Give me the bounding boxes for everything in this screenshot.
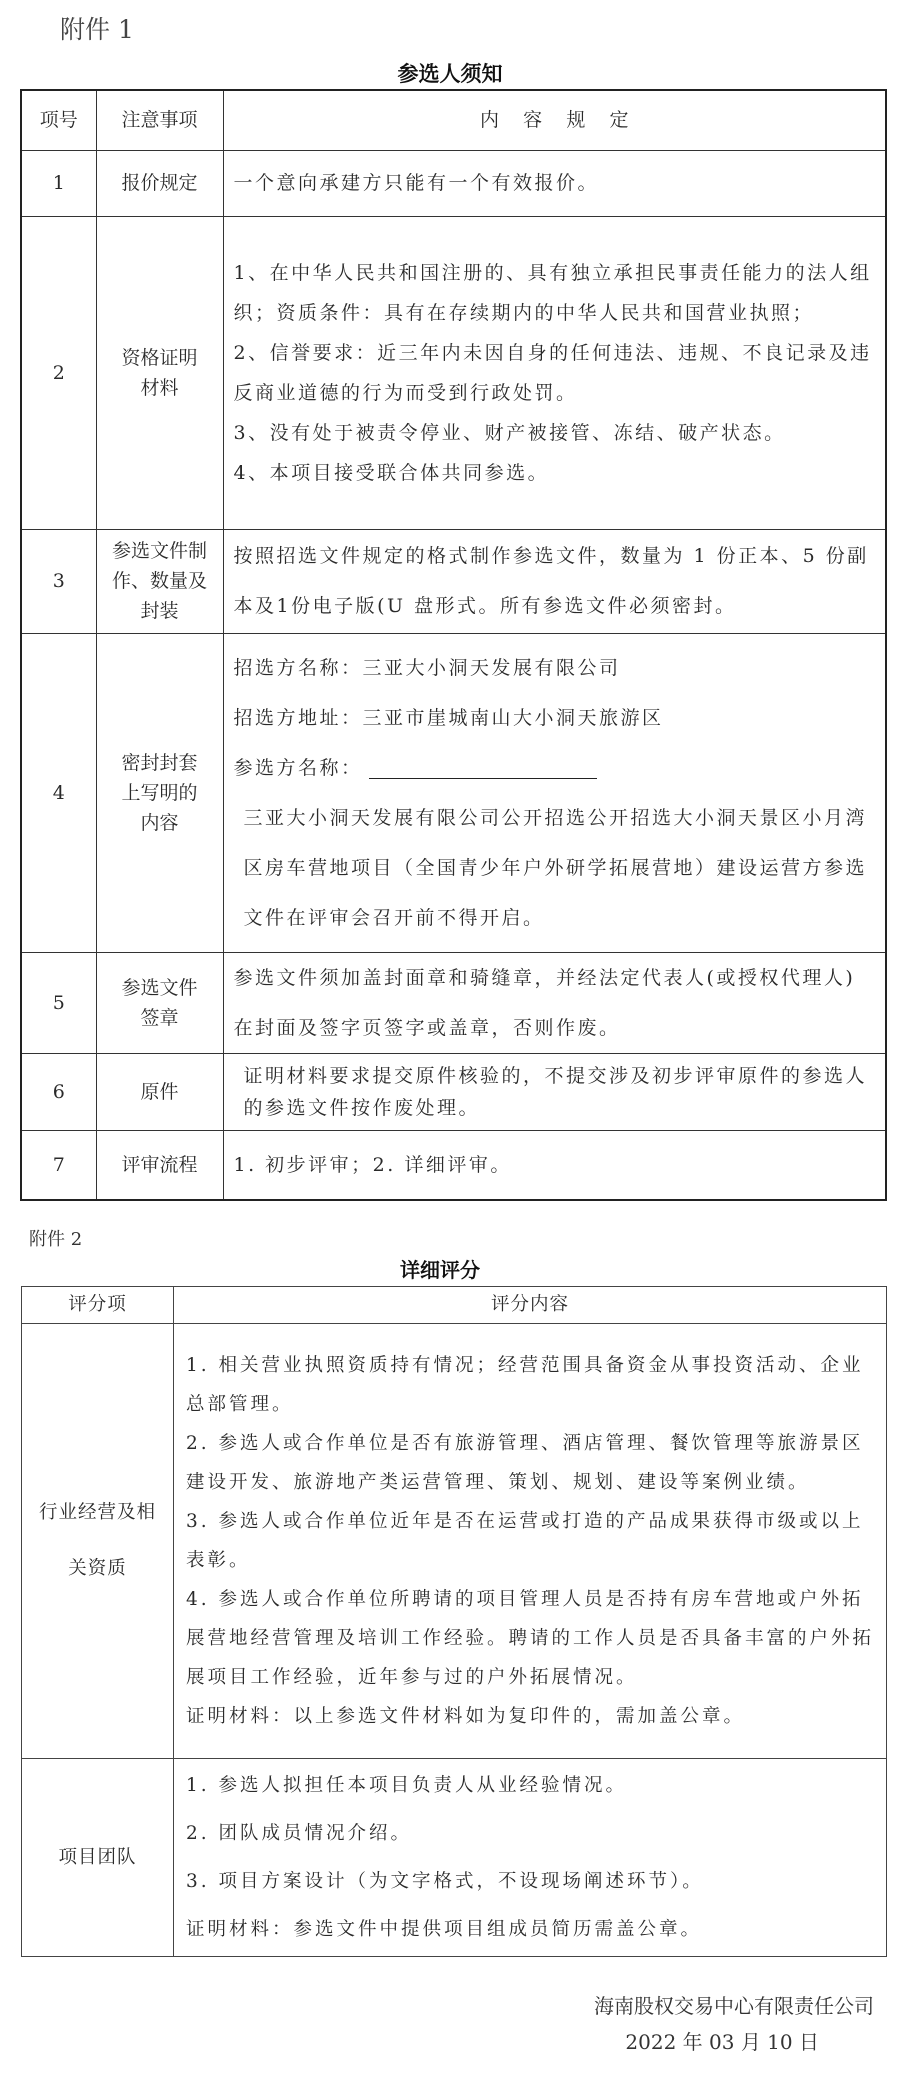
header-no: 项号 [21,90,96,150]
detailed-scoring-table [21,1286,887,1957]
table-row [21,633,886,952]
table-header-row [21,90,886,150]
content-line: 证明材料：以上参选文件材料如为复印件的，需加盖公章。 [186,1706,746,1727]
row-item: 密封封套上写明的内容 [96,633,223,952]
row-no: 3 [21,529,96,633]
header-content: 评分内容 [174,1287,887,1324]
notice-title: 参选人须知 [397,61,503,86]
row-no: 7 [21,1130,96,1200]
content-line: 1. 相关营业执照资质持有情况；经营范围具备资金从事投资活动、企业总部管理。 [186,1355,864,1415]
row-no: 2 [21,216,96,529]
issue-date: 2022 年 03 月 10 日 [625,2030,819,2054]
row-content [174,1759,887,1957]
row-item: 评审流程 [96,1130,223,1200]
row-content: 证明材料要求提交原件核验的，不提交涉及初步评审原件的参选人的参选文件按作废处理。 [223,1053,886,1130]
issuer-company: 海南股权交易中心有限责任公司 [594,1994,874,2018]
content-line: 4. 参选人或合作单位所聘请的项目管理人员是否持有房车营地或户外拓展营地经营管理及培训工作经验。聘请的工作人员是否具备丰富的户外拓展项目工作经验，近年参与过的户外拓展情况。 [186,1589,875,1688]
table-row [21,952,886,1053]
row-item: 行业经营及相关资质 [22,1324,174,1759]
row-content [223,633,886,952]
row-content: 按照招选文件规定的格式制作参选文件，数量为 1 份正本、5 份副本及1份电子版(U 盘形式。所有参选文件必须密封。 [223,529,886,633]
content-line: 3. 参选人或合作单位近年是否在运营或打造的产品成果获得市级或以上表彰。 [186,1511,864,1571]
row-no: 4 [21,633,96,952]
header-item: 注意事项 [96,90,223,150]
attachment-2-label: 附件 2 [29,1229,83,1250]
row-item: 原件 [96,1053,223,1130]
row-content: 1. 初步评审；2. 详细评审。 [223,1130,886,1200]
row-item: 资格证明材料 [96,216,223,529]
row-no: 1 [21,150,96,216]
table-row [21,1130,886,1200]
content-line: 2. 参选人或合作单位是否有旅游管理、酒店管理、餐饮管理等旅游景区建设开发、旅游地产类运营管理、策划、规划、建设等案例业绩。 [186,1433,864,1493]
table-row [21,1053,886,1130]
row-content: 一个意向承建方只能有一个有效报价。 [223,150,886,216]
participant-notice-table [20,89,887,1201]
scoring-title: 详细评分 [400,1258,480,1282]
row-content [174,1324,887,1759]
row-no: 6 [21,1053,96,1130]
content-line: 3. 项目方案设计（为文字格式，不设现场阐述环节）。 [186,1870,704,1892]
content-line: 招选方名称：三亚大小洞天发展有限公司 [233,656,621,679]
header-content: 内 容 规 定 [223,90,886,150]
table-row [22,1324,887,1759]
header-item: 评分项 [22,1287,174,1324]
content-line: 三亚大小洞天发展有限公司公开招选公开招选大小洞天景区小月湾区房车营地项目（全国青少年户外研学拓展营地）建设运营方参选文件在评审会召开前不得开启。 [243,806,868,929]
table-row [21,529,886,633]
row-item: 参选文件签章 [96,952,223,1053]
attachment-1-label: 附件 1 [60,15,134,44]
content-line: 招选方地址：三亚市崖城南山大小洞天旅游区 [233,706,664,729]
content-line: 3、没有处于被责令停业、财产被接管、冻结、破产状态。 [233,421,786,444]
row-content: 参选文件须加盖封面章和骑缝章，并经法定代表人(或授权代理人)在封面及签字页签字或盖章，否则作废。 [223,952,886,1053]
content-line: 2. 团队成员情况介绍。 [186,1822,413,1844]
table-row [22,1759,887,1957]
table-header-row [22,1287,887,1324]
content-line: 2、信誉要求：近三年内未因自身的任何违法、违规、不良记录及违反商业道德的行为而受到行政处罚。 [233,341,872,404]
row-item: 参选文件制作、数量及封装 [96,529,223,633]
row-no: 5 [21,952,96,1053]
table-row [21,150,886,216]
row-item: 报价规定 [96,150,223,216]
content-line: 1、在中华人民共和国注册的、具有独立承担民事责任能力的法人组织；资质条件：具有在存续期内的中华人民共和国营业执照； [233,261,872,324]
content-line: 1. 参选人拟担任本项目负责人从业经验情况。 [186,1774,628,1796]
content-line: 参选方名称： [233,756,363,779]
content-line: 证明材料：参选文件中提供项目组成员简历需盖公章。 [186,1918,703,1940]
row-item: 项目团队 [22,1759,174,1957]
participant-name-blank [369,758,597,779]
table-row [21,216,886,529]
row-content [223,216,886,529]
content-line: 4、本项目接受联合体共同参选。 [233,461,550,484]
